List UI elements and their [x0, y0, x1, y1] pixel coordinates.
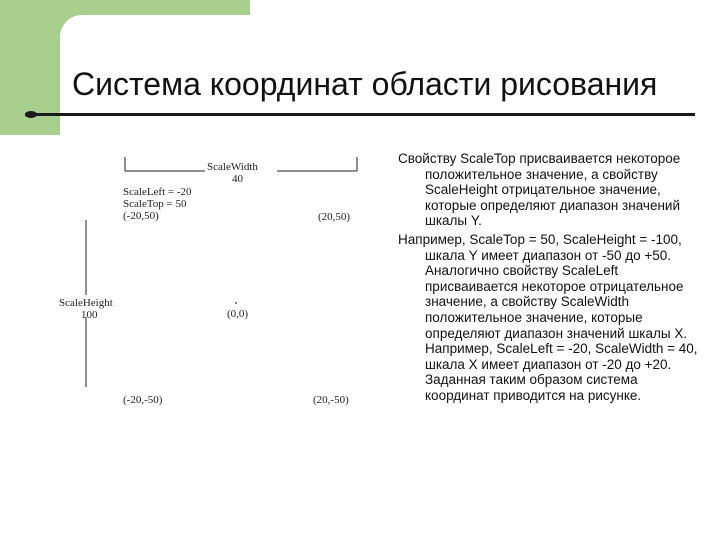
paragraph-scale-top: Свойству ScaleTop присваивается некоторое положительное значение, а свойству ScaleHeight отрицательное значение, которые определяют диапазон значений шкалы Y. [398, 151, 681, 229]
scale-top-label: ScaleTop = 50 [123, 198, 187, 210]
slide-title: Система координат области рисования [72, 66, 658, 102]
scale-height-label: ScaleHeight [59, 297, 113, 309]
corner-bottom-left: (-20,-50) [123, 394, 163, 406]
title-underline [25, 111, 695, 118]
corner-bottom-right: (20,-50) [313, 394, 349, 406]
paragraph-example: Например, ScaleTop = 50, ScaleHeight = -100, шкала Y имеет диапазон от -50 до +50. Аналогично свойству ScaleLeft присваивается некоторое отрицательное значение, а свойству ScaleWidth положительное значение, которые определяют диапазон значений шкалы X. Например, ScaleLeft = -20, ScaleWidth = 40, шкала X имеет диапазон от -20 до +20. Заданная таким образом система координат приводится на рисунке. [398, 231, 698, 403]
diagram-lines [50, 145, 370, 415]
coordinate-diagram [50, 145, 370, 415]
corner-top-right: (20,50) [318, 211, 351, 223]
corner-top-left: (-20,50) [123, 210, 159, 222]
scale-width-label: ScaleWidth [207, 161, 258, 173]
scale-width-value: 40 [232, 173, 243, 185]
scale-left-label: ScaleLeft = -20 [123, 186, 192, 198]
center-origin-label: (0,0) [227, 308, 249, 320]
explanation-text [398, 151, 698, 407]
scale-height-value: 100 [81, 309, 98, 321]
